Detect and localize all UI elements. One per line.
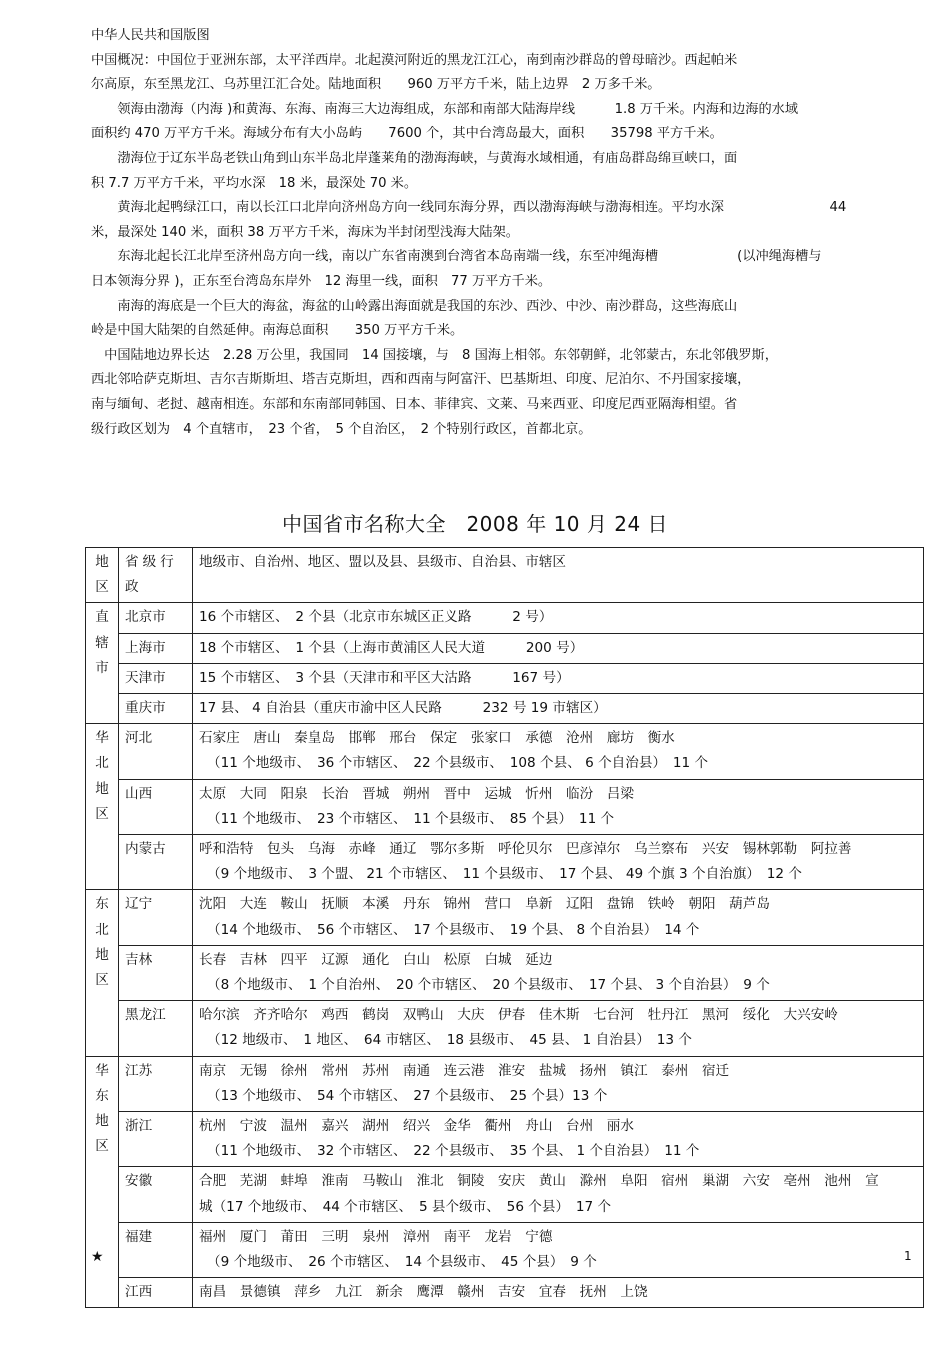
intro-line: 面积约 470 万平方千米。海域分布有大小岛屿 7600 个，其中台湾岛最大，面积 35798 平方千米。 [91, 126, 723, 142]
cities-list: 沈阳 大连 鞍山 抚顺 本溪 丹东 锦州 营口 阜新 辽阳 盘锦 铁岭 朝阳 葫芦岛 [199, 896, 770, 913]
province-cell: 江西 [119, 1278, 193, 1308]
cities-cell [193, 633, 924, 663]
intro-line: 西北邻哈萨克斯坦、吉尔吉斯斯坦、塔吉克斯坦，西和西南与阿富汗、巴基斯坦、印度、尼泊尔、不丹国家接壤， [91, 372, 751, 388]
intro-line: 中国陆地边界长达 2.28 万公里，我国同 14 国接壤，与 8 国海上相邻。东邻朝鲜，北邻蒙古，东北邻俄罗斯， [91, 347, 778, 363]
cities-cell [193, 603, 924, 633]
province-cell: 河北 [119, 724, 193, 779]
province-cell: 内蒙古 [119, 835, 193, 890]
cities-list: 杭州 宁波 温州 嘉兴 湖州 绍兴 金华 衢州 舟山 台州 丽水 [199, 1118, 634, 1135]
cities-list: 15 个市辖区、 3 个县（天津市和平区大沽路 167 号） [199, 669, 570, 686]
cities-cell [193, 663, 924, 693]
cities-list: 哈尔滨 齐齐哈尔 鸡西 鹤岗 双鸭山 大庆 伊春 佳木斯 七台河 牡丹江 黑河 绥化 大兴安岭 [199, 1007, 838, 1024]
table-row [86, 1167, 924, 1222]
province-cell: 黑龙江 [119, 1001, 193, 1056]
region-cell [86, 724, 119, 890]
intro-line: 东海北起长江北岸至济州岛方向一线，南以广东省南澳到台湾省本岛南端一线，东至冲绳海槽 (以冲绳海槽与 [91, 249, 822, 265]
intro-line: 尔高原，东至黑龙江、乌苏里江汇合处。陆地面积 960 万平方千米，陆上边界 2 万多千米。 [91, 77, 661, 93]
page-number: 1 [904, 1249, 912, 1263]
cities-cell [193, 1112, 924, 1167]
table-row [86, 779, 924, 834]
region-char: 东 [95, 896, 109, 913]
intro-line: 南海的海底是一个巨大的海盆，海盆的山岭露出海面就是我国的东沙、西沙、中沙、南沙群岛，这些海底山 [91, 298, 738, 314]
cities-list: 石家庄 唐山 秦皇岛 邯郸 邢台 保定 张家口 承德 沧州 廊坊 衡水 [199, 730, 675, 747]
intro-line: 领海由渤海（内海 )和黄海、东海、南海三大边海组成，东部和南部大陆海岸线 1.8 万千米。内海和边海的水域 [91, 101, 799, 117]
table-row [86, 890, 924, 945]
cities-cell [193, 1278, 924, 1308]
cities-summary: （12 地级市、 1 地区、 64 市辖区、 18 县级市、 45 县、 1 自治县） 13 个 [207, 1032, 692, 1049]
intro-line: 积 7.7 万平方千米，平均水深 18 米，最深处 70 米。 [91, 175, 418, 191]
intro-line: 黄海北起鸭绿江口，南以长江口北岸向济州岛方向一线同东海分界，西以渤海海峡与渤海相连。平均水深 44 [91, 200, 847, 216]
region-char: 北 [95, 755, 109, 772]
cities-summary: （14 个地级市、 56 个市辖区、 17 个县级市、 19 个县、 8 个自治县） 14 个 [207, 921, 700, 938]
star-icon: ★ [91, 1249, 104, 1265]
intro-line: 米，最深处 140 米，面积 38 万平方千米，海床为半封闭型浅海大陆架。 [91, 224, 519, 240]
cities-summary: 城（17 个地级市、 44 个市辖区、 5 县个级市、 56 个县） 17 个 [199, 1198, 612, 1215]
cities-list: 福州 厦门 莆田 三明 泉州 漳州 南平 龙岩 宁德 [199, 1228, 553, 1245]
table-row [86, 835, 924, 890]
region-char: 华 [95, 1062, 109, 1079]
cities-cell [193, 1167, 924, 1222]
region-char: 市 [95, 659, 109, 676]
region-char: 华 [95, 730, 109, 747]
region-char: 地 [95, 946, 109, 963]
table-row [86, 603, 924, 633]
region-cell [86, 890, 119, 1056]
intro-line: 南与缅甸、老挝、越南相连。东部和东南部同韩国、日本、菲律宾、文莱、马来西亚、印度尼西亚隔海相望。省 [91, 396, 738, 412]
table-row [86, 633, 924, 663]
intro-text [91, 24, 921, 442]
cities-cell [193, 724, 924, 779]
cities-cell [193, 1001, 924, 1056]
region-cell [86, 603, 119, 724]
table-row [86, 724, 924, 779]
cities-cell [193, 1056, 924, 1111]
table-row [86, 945, 924, 1000]
cities-cell [193, 694, 924, 724]
cities-list: 南京 无锡 徐州 常州 苏州 南通 连云港 淮安 盐城 扬州 镇江 泰州 宿迁 [199, 1062, 730, 1079]
header-cities: 地级市、自治州、地区、盟以及县、县级市、自治县、市辖区 [193, 548, 924, 603]
cities-cell [193, 835, 924, 890]
cities-summary: （11 个地级市、 32 个市辖区、 22 个县级市、 35 个县、 1 个自治县） 11 个 [207, 1143, 700, 1160]
header-region-2: 区 [95, 579, 109, 596]
region-char: 辖 [95, 634, 109, 651]
cities-list: 南昌 景德镇 萍乡 九江 新余 鹰潭 赣州 吉安 宜春 抚州 上饶 [199, 1284, 648, 1301]
table-header-row [86, 548, 924, 603]
table-row [86, 1278, 924, 1308]
cities-list: 长春 吉林 四平 辽源 通化 白山 松原 白城 延边 [199, 951, 553, 968]
header-province-1: 省级行 [125, 554, 178, 570]
table-row [86, 1001, 924, 1056]
cities-summary: （9 个地级市、 3 个盟、 21 个市辖区、 11 个县级市、 17 个县、 49 个旗 3 个自治旗） 12 个 [207, 866, 802, 883]
region-char: 东 [95, 1087, 109, 1104]
province-cell: 浙江 [119, 1112, 193, 1167]
intro-line: 日本领海分界 )，正东至台湾岛东岸外 12 海里一线，面积 77 万平方千米。 [91, 273, 552, 289]
cities-list: 呼和浩特 包头 乌海 赤峰 通辽 鄂尔多斯 呼伦贝尔 巴彦淖尔 乌兰察布 兴安 锡林郭勒 阿拉善 [199, 841, 852, 858]
region-char: 区 [95, 1138, 109, 1155]
cities-list: 17 县、 4 自治县（重庆市渝中区人民路 232 号 19 市辖区） [199, 700, 607, 717]
province-cell: 福建 [119, 1222, 193, 1277]
cities-summary: （8 个地级市、 1 个自治州、 20 个市辖区、 20 个县级市、 17 个县、 3 个自治县） 9 个 [207, 977, 770, 994]
cities-summary: （11 个地级市、 36 个市辖区、 22 个县级市、 108 个县、 6 个自治县） 11 个 [207, 755, 709, 772]
region-char: 区 [95, 805, 109, 822]
intro-line: 级行政区划为 4 个直辖市， 23 个省， 5 个自治区， 2 个特别行政区，首都北京。 [91, 421, 592, 437]
table-row [86, 663, 924, 693]
table-row [86, 1112, 924, 1167]
province-cell: 北京市 [119, 603, 193, 633]
region-char: 地 [95, 780, 109, 797]
header-province [119, 548, 193, 603]
province-cell: 安徽 [119, 1167, 193, 1222]
region-char: 直 [95, 609, 109, 626]
province-cell: 上海市 [119, 633, 193, 663]
cities-list: 太原 大同 阳泉 长治 晋城 朔州 晋中 运城 忻州 临汾 吕梁 [199, 785, 634, 802]
header-region [86, 548, 119, 603]
header-region-1: 地 [95, 554, 109, 570]
cities-list: 合肥 芜湖 蚌埠 淮南 马鞍山 淮北 铜陵 安庆 黄山 滁州 阜阳 宿州 巢湖 六安 亳州 池州 宣 [199, 1173, 879, 1190]
cities-summary: （11 个地级市、 23 个市辖区、 11 个县级市、 85 个县） 11 个 [207, 810, 615, 827]
province-cell: 山西 [119, 779, 193, 834]
table-row [86, 694, 924, 724]
province-cell: 辽宁 [119, 890, 193, 945]
intro-line: 岭是中国大陆架的自然延伸。南海总面积 350 万平方千米。 [91, 323, 464, 339]
cities-cell [193, 890, 924, 945]
intro-line: 渤海位于辽东半岛老铁山角到山东半岛北岸蓬莱角的渤海海峡，与黄海水域相通，有庙岛群岛绵亘峡口，面 [91, 150, 738, 166]
cities-cell [193, 945, 924, 1000]
province-cell: 重庆市 [119, 694, 193, 724]
table-row [86, 1056, 924, 1111]
table-title: 中国省市名称大全 2008 年 10 月 24 日 [281, 512, 669, 536]
intro-line: 中华人民共和国版图 [91, 28, 210, 43]
intro-line: 中国概况：中国位于亚洲东部，太平洋西岸。北起漠河附近的黑龙江江心，南到南沙群岛的曾母暗沙。西起帕米 [91, 52, 738, 68]
province-cell: 江苏 [119, 1056, 193, 1111]
header-province-2: 政 [125, 579, 139, 596]
region-char: 地 [95, 1113, 109, 1130]
province-cell: 吉林 [119, 945, 193, 1000]
cities-list: 18 个市辖区、 1 个县（上海市黄浦区人民大道 200 号） [199, 639, 584, 656]
cities-summary: （9 个地级市、 26 个市辖区、 14 个县级市、 45 个县） 9 个 [207, 1254, 597, 1271]
region-char: 区 [95, 972, 109, 989]
cities-cell [193, 779, 924, 834]
province-table [85, 547, 924, 1308]
cities-cell [193, 1222, 924, 1277]
table-row [86, 1222, 924, 1277]
cities-summary: （13 个地级市、 54 个市辖区、 27 个县级市、 25 个县）13 个 [207, 1087, 608, 1104]
region-char: 北 [95, 921, 109, 938]
province-cell: 天津市 [119, 663, 193, 693]
region-cell [86, 1056, 119, 1308]
cities-list: 16 个市辖区、 2 个县（北京市东城区正义路 2 号） [199, 609, 553, 626]
